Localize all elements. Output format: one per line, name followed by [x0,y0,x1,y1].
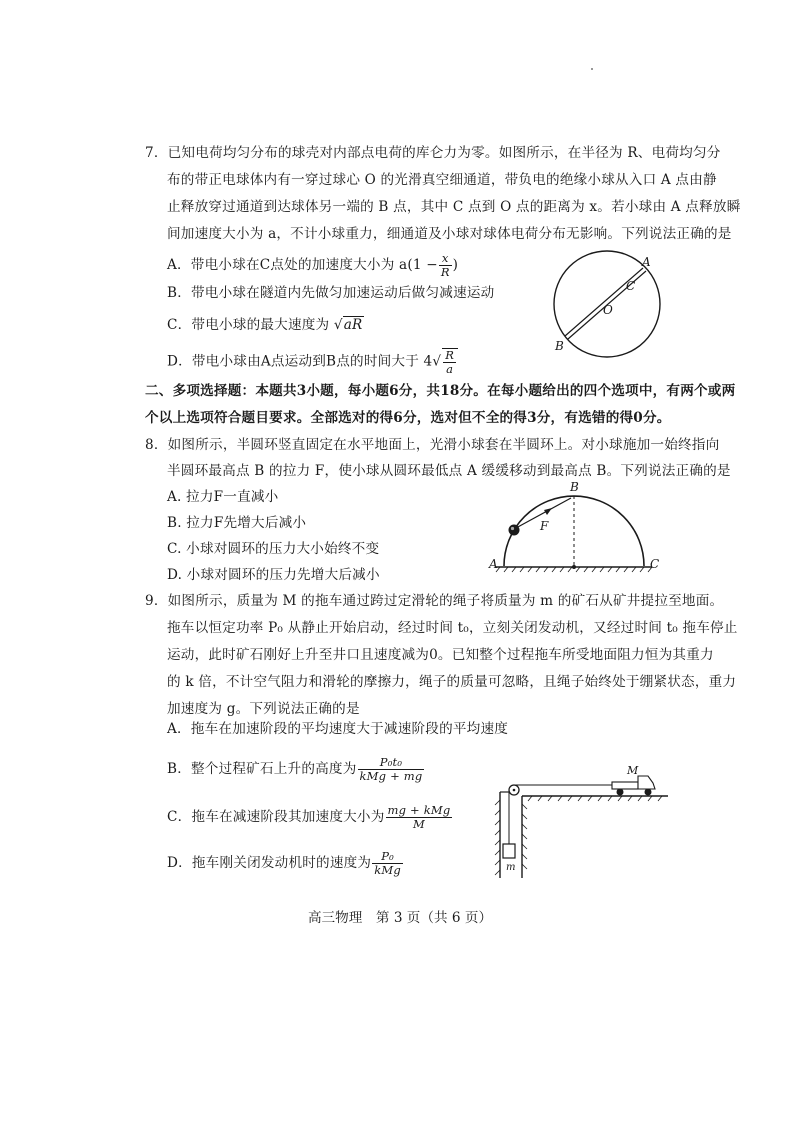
label-b: B [570,480,579,494]
q9-stem-line-2: 拖车以恒定功率 P₀ 从静止开始启动，经过时间 t₀，立刻关闭发动机，又经过时间 t₀ 拖车停止 [167,620,738,636]
q8-option-a: A. 拉力F一直减小 [167,489,279,505]
page-footer: 高三物理 第 3 页（共 6 页） [307,910,493,926]
q7-stem-line-4: 间加速度大小为 a，不计小球重力，细通道及小球对球体电荷分布无影响。下列说法正确的是 [167,226,732,242]
q9-option-b: B．整个过程矿石上升的高度为 $\frac{\text{P₀t₀}}{\text{kMg + mg}}$ [167,755,423,783]
truck-wheel-rear [617,789,624,796]
section-2-title-line-2: 个以上选项符合题目要求。全部选对的得6分，选对但不全的得3分，有选错的得0分。 [145,410,671,426]
q7-option-b: B．带电小球在隧道内先做匀加速运动后做匀减速运动 [167,285,495,301]
label-f: F [540,519,549,533]
ground-center-dot [572,565,576,569]
q7-option-d: D．带电小球由A点运动到B点的时间大于 4√ $\frac{R}{a}$ [167,348,459,376]
q7-stem-line-3: 止释放穿过通道到达球体另一端的 B 点，其中 C 点到 O 点的距离为 x。若小球由 A 点释放瞬 [167,199,741,215]
q8-option-d: D. 小球对圆环的压力先增大后减小 [167,567,380,583]
left-wall-hatch [495,800,500,875]
q7-sphere-figure [540,248,670,358]
q9-stem-line-1: 9．如图所示，质量为 M 的拖车通过跨过定滑轮的绳子将质量为 m 的矿石从矿井提拉至地面。 [145,593,724,609]
truck-wheel-front [645,789,652,796]
ore-block [503,844,515,858]
semicircle-ring [504,496,644,566]
q8-option-c: C. 小球对圆环的压力大小始终不变 [167,541,380,557]
small-ball [509,525,520,536]
q9-stem-line-4: 的 k 倍，不计空气阻力和滑轮的摩擦力，绳子的质量可忽略，且绳子始终处于绷紧状态，重力 [167,674,737,690]
label-m-ore: m [506,862,516,873]
q7-option-a: A．带电小球在C点处的加速度大小为 a(1 − $\frac{x}{R}$ ) [167,251,459,279]
force-arrow-head [544,508,552,515]
truck-cab [638,776,655,789]
section-2-title-line-1: 二、多项选择题：本题共3小题，每小题6分，共18分。在每小题给出的四个选项中，有两个或两 [145,383,736,399]
q8-stem-line-1: 8．如图所示，半圆环竖直固定在水平地面上，光滑小球套在半圆环上。对小球施加一始终指向 [145,437,720,453]
truck [612,776,655,796]
q9-option-d: D．拖车刚关闭发动机时的速度为 $\frac{\text{P₀}}{\text{kMg}}$ [167,849,401,877]
label-o: O [603,303,613,317]
q9-stem-line-5: 加速度为 g。下列说法正确的是 [167,701,360,717]
q9-option-c: C．拖车在减速阶段其加速度大小为 $\frac{\text{mg + kMg}}{M}$ [167,803,451,831]
q8-stem-line-2: 半圆环最高点 B 的拉力 F，使小球从圆环最低点 A 缓缓移动到最高点 B。下列说法正确的是 [167,463,731,479]
pulley-axle [513,789,516,792]
q9-option-a: A．拖车在加速阶段的平均速度大于减速阶段的平均速度 [167,721,509,737]
label-b: B [555,339,564,353]
label-a: A [489,557,498,571]
small-ball-highlight [511,527,514,530]
q9-pulley-figure [492,760,672,880]
q8-semicircle-figure [486,480,666,580]
q7-option-c: C．带电小球的最大速度为 √aR [167,317,363,333]
label-c: C [650,557,660,571]
q7-stem-line-2: 布的带正电球体内有一穿过球心 O 的光滑真空细通道，带负电的绝缘小球从入口 A 点由静 [167,172,717,188]
label-m-truck: M [627,764,639,777]
q8-option-b: B. 拉力F先增大后减小 [167,515,307,531]
label-a: A [642,255,651,269]
q9-stem-line-3: 运动，此时矿石刚好上升至井口且速度减为0。已知整个过程拖车所受地面阻力恒为其重力 [167,647,714,663]
truck-bed [612,782,638,789]
label-c: C [626,279,636,293]
q7-stem-line-1: 7．已知电荷均匀分布的球壳对内部点电荷的库仑力为零。如图所示，在半径为 R、电荷均匀分 [145,145,721,161]
scan-speck [591,68,593,70]
right-wall-hatch [522,804,527,869]
ground-hatch [528,796,662,801]
